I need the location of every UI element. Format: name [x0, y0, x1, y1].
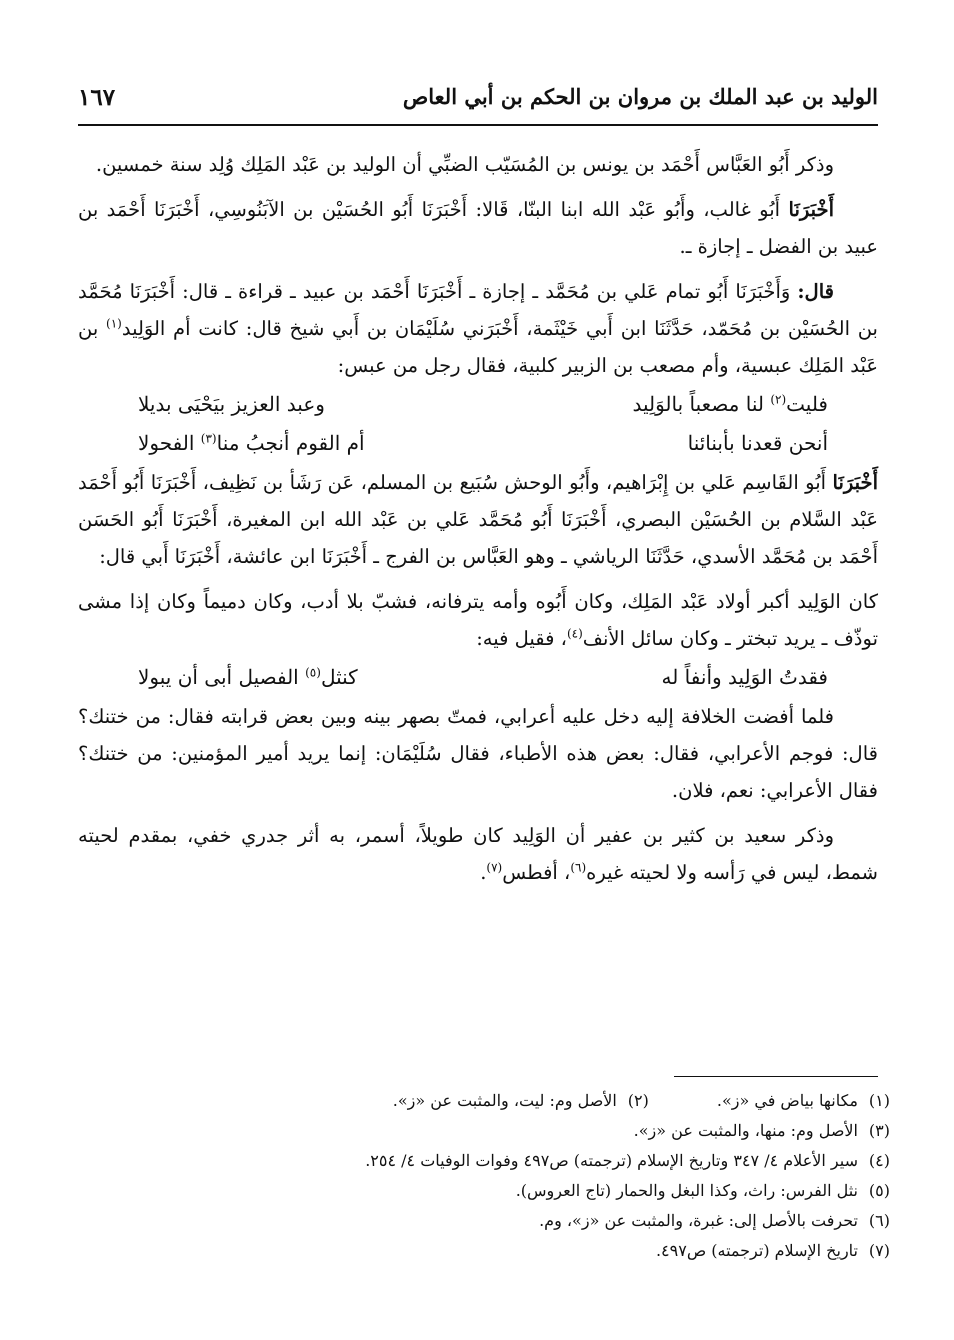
footnote-row — [78, 1086, 890, 1116]
paragraph-7-text-b: ، أفطس — [502, 861, 571, 884]
footnote-ref-3: (٣) — [200, 431, 217, 446]
footnote-rule — [674, 1076, 878, 1077]
paragraph-7 — [78, 817, 878, 891]
verse-1-first-hemistich — [632, 386, 828, 423]
footnote-7 — [78, 1236, 890, 1266]
footnote-ref-4: (٤) — [566, 626, 583, 641]
verse-3-first-hemistich: فقدتُ الوَلِيد وأنفاً له — [661, 665, 828, 689]
footnote-3 — [78, 1116, 890, 1146]
akhbarana-keyword-2: أَخْبَرَنَا — [832, 471, 878, 494]
footnotes — [78, 1086, 890, 1266]
footnote-5 — [78, 1176, 890, 1206]
verse-1-text-b: لنا مصعباً بالوَلِيد — [632, 392, 771, 416]
paragraph-7-end: . — [480, 861, 487, 884]
footnote-number: (١) — [868, 1091, 890, 1110]
footnote-text: سير الأعلام ٤/ ٣٤٧ وتاريخ الإسلام (ترجمته) ص٤٩٧ وفوات الوفيات ٤/ ٢٥٤. — [365, 1151, 858, 1170]
footnote-number: (٢) — [627, 1091, 649, 1110]
footnote-2 — [393, 1086, 649, 1116]
footnote-text: مكانها بياض في «ز». — [716, 1091, 858, 1110]
page-number: ١٦٧ — [78, 84, 116, 111]
footnote-number: (٦) — [868, 1211, 890, 1230]
verse-2 — [78, 425, 878, 462]
header-rule — [78, 124, 878, 126]
verse-3 — [78, 659, 878, 696]
verse-1-second-hemistich: وعبد العزيز بيَحْيَى بديلا — [138, 392, 325, 416]
verse-2-second-hemistich — [138, 425, 365, 462]
verse-2-text-b: الفحولا — [138, 431, 201, 455]
footnote-4 — [78, 1146, 890, 1176]
footnote-text: الأصل وم: منها، والمثبت عن «ز». — [633, 1121, 858, 1140]
akhbarana-keyword: أَخْبَرَنَا — [788, 198, 834, 221]
running-title: الوليد بن عبد الملك بن مروان بن الحكم بن أبي العاص — [402, 84, 878, 109]
footnote-ref-1: (١) — [106, 316, 122, 331]
footnote-text: تحرفت بالأصل إلى: غبرة، والمثبت عن «ز»، وم. — [539, 1211, 858, 1230]
verse-3-text-b: الفصيل أبى أن يبولا — [138, 665, 306, 689]
paragraph-1: وذكر أَبُو العَبَّاس أَحْمَد بن يونس بن المُسَيّب الضبِّي أن الوليد بن عَبْد المَلِك وُلِد سنة خمسين. — [95, 153, 834, 176]
verse-2-first-hemistich: أنحن قعدنا بأبنائنا — [687, 431, 828, 455]
verse-1 — [78, 386, 878, 423]
paragraph-6: فلما أفضت الخلافة إليه دخل عليه أعرابي، فمتّ بصهر بينه وبين بعض قرابته فقال: من ختنك؟ قال: فوجم الأعرابي، فقال: بعض هذه الأطباء، فقال سُلَيْمَان: إنما يريد أمير المؤمنين: من ختنك؟ فقال الأعرابي: نعم، فلان. — [78, 705, 878, 802]
paragraph-3-text-b: بن عَبْد المَلِك عبسية، وأم مصعب بن الزبير كلبية، فقال رجل من عبس: — [78, 317, 878, 377]
footnote-number: (٤) — [868, 1151, 890, 1170]
footnote-ref-5: (٥) — [305, 665, 321, 680]
paragraph-3-text-a: وَأَخْبَرَنَا أَبُو تمام عَلي بن مُحَمَّد ـ إجازة ـ أَخْبَرَنَا أَحْمَد بن عبيد ـ قراءة ـ قال: أَخْبَرَنَا مُحَمَّد بن الحُسَيْن بن مُحَمّد، حَدَّثَنَا ابن أَبي خَيْثَمة، أَخْبَرَني سُلَيْمَان بن أَبي شيخ قال: كانت أم الوَلِيد — [78, 280, 878, 340]
paragraph-5 — [78, 583, 878, 657]
paragraph-5-text-a: كان الوَلِيد أكبر أولاد عَبْد المَلِك، وكان أَبُوه وأمه يترفانه، فشبّ بلا أدب، وكان دميماً وكان إذا مشى توذّف ـ يريد تبختر ـ وكان سائل الأنف — [78, 590, 878, 650]
verse-3-text-a: كنثل — [320, 665, 358, 689]
footnote-number: (٥) — [868, 1181, 890, 1200]
verse-2-text-a: أم القوم أنجبُ منا — [216, 431, 365, 455]
footnote-text: الأصل وم: ليت، والمثبت عن «ز». — [392, 1091, 617, 1110]
footnote-6 — [78, 1206, 890, 1236]
paragraph-5-text-b: ، فقيل فيه: — [476, 627, 567, 650]
main-text — [78, 146, 878, 891]
paragraph-2 — [78, 191, 878, 265]
footnote-number: (٣) — [868, 1121, 890, 1140]
paragraph-4-text: أَبُو القَاسِم عَلي بن إِبْرَاهيم، وأَبُو الوحش سُبَيع بن المسلم، عَن رَشَأ بن نَظِيف، أَخْبَرَنَا أَبُو أَحْمَد عَبْد السَّلام بن الحُسَيْن البصري، أَخْبَرَنَا أَبُو مُحَمَّد عَلي بن عَبْد الله ابن المغيرة، أَخْبَرَنَا أَبُو الحَسَن أَحْمَد بن مُحَمَّد الأسدي، حَدَّثَنَا الرياشي ـ وهو العَبَّاس بن الفرج ـ أَخْبَرَنَا ابن عائشة، أَخْبَرَنَا أَبي قال: — [78, 471, 878, 568]
page-header — [78, 78, 878, 118]
footnote-ref-6: (٦) — [570, 860, 587, 875]
footnote-ref-2: (٢) — [770, 392, 787, 407]
paragraph-3 — [78, 273, 878, 384]
footnote-1 — [717, 1086, 890, 1116]
footnote-text: نثل الفرس: راث، وكذا البغل والحمار (تاج العروس). — [515, 1181, 858, 1200]
paragraph-7-text-a: وذكر سعيد بن كثير بن عفير أن الوَلِيد كان طويلاً، أسمر، به أثر جدري خفي، بمقدم لحيته شمط، ليس في رَأسه ولا لحيته غيره — [78, 824, 878, 884]
verse-1-text-a: فليت — [786, 392, 828, 416]
paragraph-4 — [78, 464, 878, 575]
qal-keyword: قال: — [797, 280, 834, 303]
footnote-text: تاريخ الإسلام (ترجمته) ص٤٩٧. — [655, 1241, 858, 1260]
paragraph-2-text: أَبُو غالب، وأَبُو عَبْد الله ابنا البنّا، قَالا: أَخْبَرَنَا أَبُو الحُسَيْن بن الآبَنُوسِي، أَخْبَرَنَا أَحْمَد بن عبيد بن الفضل ـ إجازة ـ. — [78, 198, 878, 258]
footnote-ref-7: (٧) — [486, 860, 503, 875]
footnote-number: (٧) — [868, 1241, 890, 1260]
verse-3-second-hemistich — [138, 659, 358, 696]
